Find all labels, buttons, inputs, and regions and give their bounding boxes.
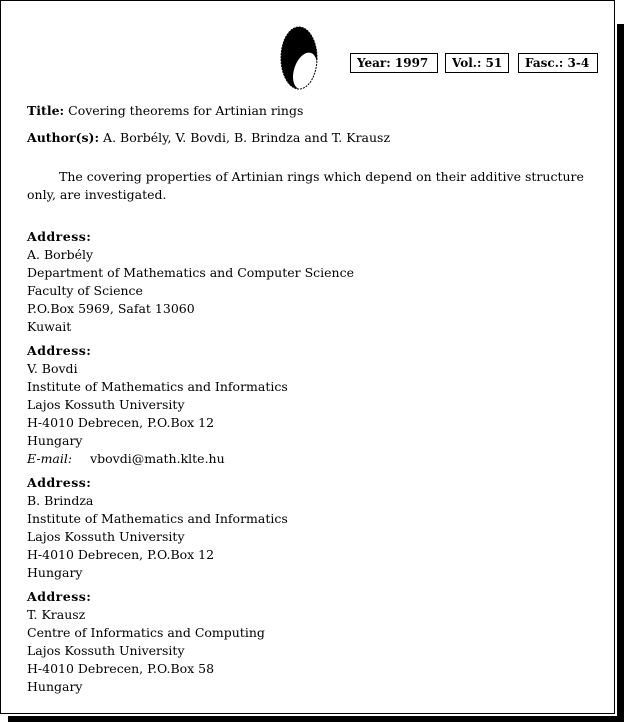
title-label: Title: <box>27 103 65 118</box>
address-line: Institute of Mathematics and Informatics <box>27 511 288 526</box>
abstract: The covering properties of Artinian rings which depend on their additive structure only, are investigated. <box>27 169 584 202</box>
volume-badge: Vol.: 51 <box>445 53 509 73</box>
address-line: Department of Mathematics and Computer Science <box>27 265 354 280</box>
address-line: T. Krausz <box>27 607 86 622</box>
title-line <box>27 103 303 119</box>
article-title: Covering theorems for Artinian rings <box>68 103 304 118</box>
address-heading: Address: <box>27 229 92 244</box>
email-address[interactable]: vbovdi@math.klte.hu <box>90 451 225 466</box>
address-line: H-4010 Debrecen, P.O.Box 12 <box>27 547 215 562</box>
page-shadow-bottom <box>8 716 624 722</box>
authors-label: Author(s): <box>27 130 100 145</box>
email-line <box>27 451 225 467</box>
address-heading: Address: <box>27 343 92 358</box>
address-line: B. Brindza <box>27 493 94 508</box>
address-line: Centre of Informatics and Computing <box>27 625 265 640</box>
address-heading: Address: <box>27 589 92 604</box>
address-line: H-4010 Debrecen, P.O.Box 12 <box>27 415 215 430</box>
address-line: P.O.Box 5969, Safat 13060 <box>27 301 195 316</box>
address-line: Faculty of Science <box>27 283 143 298</box>
address-line: Kuwait <box>27 319 72 334</box>
year-badge: Year: 1997 <box>350 53 438 73</box>
address-line: Hungary <box>27 433 83 448</box>
page-shadow-right <box>617 24 624 722</box>
email-label: E-mail: <box>27 451 73 466</box>
address-line: Hungary <box>27 679 83 694</box>
address-line: H-4010 Debrecen, P.O.Box 58 <box>27 661 215 676</box>
address-line: Lajos Kossuth University <box>27 397 185 412</box>
article-authors: A. Borbély, V. Bovdi, B. Brindza and T. Krausz <box>103 130 391 145</box>
fascicle-badge: Fasc.: 3-4 <box>518 53 598 73</box>
authors-line <box>27 130 390 146</box>
address-line: Lajos Kossuth University <box>27 643 185 658</box>
address-line: V. Bovdi <box>27 361 78 376</box>
address-line: A. Borbély <box>27 247 94 262</box>
address-heading: Address: <box>27 475 92 490</box>
address-line: Lajos Kossuth University <box>27 529 185 544</box>
address-line: Institute of Mathematics and Informatics <box>27 379 288 394</box>
journal-logo-icon <box>280 26 320 92</box>
address-line: Hungary <box>27 565 83 580</box>
